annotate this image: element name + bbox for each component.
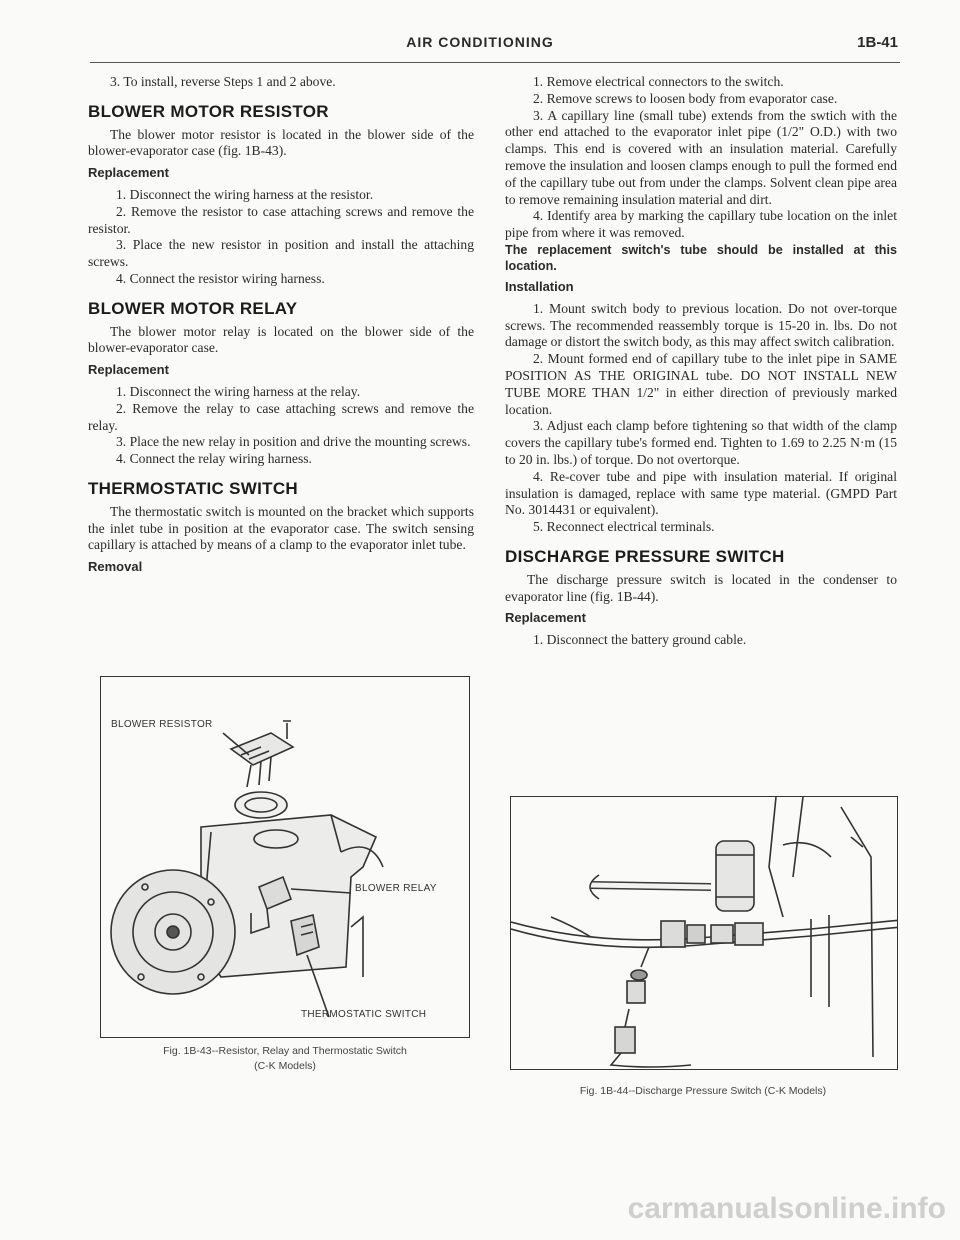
relay-description: The blower motor relay is located on the blower side of the blower-evaporator case. [88, 323, 474, 356]
relay-step: 1. Disconnect the wiring harness at the relay. [116, 383, 361, 399]
figure-2-caption: Fig. 1B-44--Discharge Pressure Switch (C-K Models) [579, 1085, 827, 1097]
relay-step: 2. Remove the relay to case attaching screws and remove the relay. [88, 400, 474, 433]
resistor-description: The blower motor resistor is located in the blower side of the blower-evaporator case (fig. 1B-43). [88, 126, 474, 159]
resistor-step: 4. Connect the resistor wiring harness. [116, 270, 325, 286]
relay-step: 4. Connect the relay wiring harness. [116, 451, 312, 467]
install-step: 3. Adjust each clamp before tightening so that width of the clamp covers the capillary tube's formed end. Tighten to 1.69 to 2.25 N·m (15 to 20 in. lbs.) of torque. Do not overtorque. [505, 418, 897, 467]
caption-line: (C-K Models) [254, 1060, 316, 1072]
caption-line: Fig. 1B-43--Resistor, Relay and Thermostatic Switch [163, 1045, 407, 1057]
thermo-heading: THERMOSTATIC SWITCH [88, 478, 298, 498]
thermo-description: The thermostatic switch is mounted on the bracket which supports the inlet tube in position at the evaporator case. The switch sensing capillary is attached by means of a clamp to the evaporator inlet tube. [88, 503, 474, 553]
figure-discharge-pressure-switch [510, 796, 898, 1070]
label-blower-relay: BLOWER RELAY [355, 883, 437, 894]
install-step: 1. Mount switch body to previous location. Do not over-torque screws. The recommended reassembly torque is 15-20 in. lbs. Do not damage or distort the switch body, as this may affect switch calibration. [505, 300, 897, 350]
left-column [88, 74, 474, 581]
page-header [0, 30, 960, 60]
discharge-step: 1. Disconnect the battery ground cable. [533, 632, 747, 648]
figure-1-caption [100, 1044, 470, 1074]
resistor-step: 3. Place the new resistor in position and install the attaching screws. [88, 237, 474, 270]
discharge-heading: DISCHARGE PRESSURE SWITCH [505, 546, 785, 566]
figure-resistor-relay-switch [100, 676, 470, 1038]
section-title: AIR CONDITIONING [406, 34, 554, 50]
resistor-step: 2. Remove the resistor to case attaching screws and remove the resistor. [88, 203, 474, 236]
page-number: 1B-41 [857, 34, 898, 51]
thermo-subheading: Removal [88, 559, 143, 575]
discharge-description: The discharge pressure switch is located in the condenser to evaporator line (fig. 1B-44). [505, 571, 897, 604]
removal-step: 2. Remove screws to loosen body from evaporator case. [533, 90, 838, 106]
label-thermostatic-switch: THERMOSTATIC SWITCH [301, 1009, 427, 1020]
resistor-subheading: Replacement [88, 165, 169, 181]
discharge-subheading: Replacement [505, 610, 586, 626]
watermark-text: carmanualsonline.info [627, 1192, 946, 1225]
discharge-switch-illustration [511, 797, 897, 1069]
removal-step: 1. Remove electrical connectors to the switch. [533, 74, 784, 89]
relay-step: 3. Place the new relay in position and drive the mounting screws. [116, 434, 471, 450]
blower-case-illustration [101, 677, 469, 1037]
installation-subheading: Installation [505, 278, 574, 294]
resistor-step: 1. Disconnect the wiring harness at the resistor. [116, 186, 374, 202]
right-column [505, 74, 897, 649]
resistor-heading: BLOWER MOTOR RESISTOR [88, 101, 329, 121]
install-note: The replacement switch's tube should be installed at this location. [505, 242, 897, 273]
header-divider [90, 62, 900, 63]
relay-subheading: Replacement [88, 362, 169, 378]
relay-heading: BLOWER MOTOR RELAY [88, 298, 298, 318]
install-step: 4. Re-cover tube and pipe with insulation material. If original insulation is damaged, replace with same type material. (GMPD Part No. 3014431 or equivalent). [505, 468, 897, 518]
label-blower-resistor: BLOWER RESISTOR [111, 719, 213, 730]
removal-step: 3. A capillary line (small tube) extends from the swtich with the other end attached to the evaporator inlet pipe (1/2" O.D.) with two clamps. This end is covered with an insulation material. Carefully remove the insulation and loosen clamps enough to pull the formed end of the capillary tube out from under the clamps. Solvent clean pipe area to remove remaining insulation material and dirt. [505, 107, 897, 207]
install-step: 2. Mount formed end of capillary tube to the inlet pipe in SAME POSITION AS THE ORIGINAL tube. DO NOT INSTALL NEW TUBE MORE THAN 1/2" in either direction of previously marked location. [505, 351, 897, 417]
install-step: 5. Reconnect electrical terminals. [533, 519, 715, 535]
removal-step: 4. Identify area by marking the capillary tube location on the inlet pipe from where it was removed. [505, 208, 897, 241]
intro-step: 3. To install, reverse Steps 1 and 2 above. [110, 74, 336, 89]
